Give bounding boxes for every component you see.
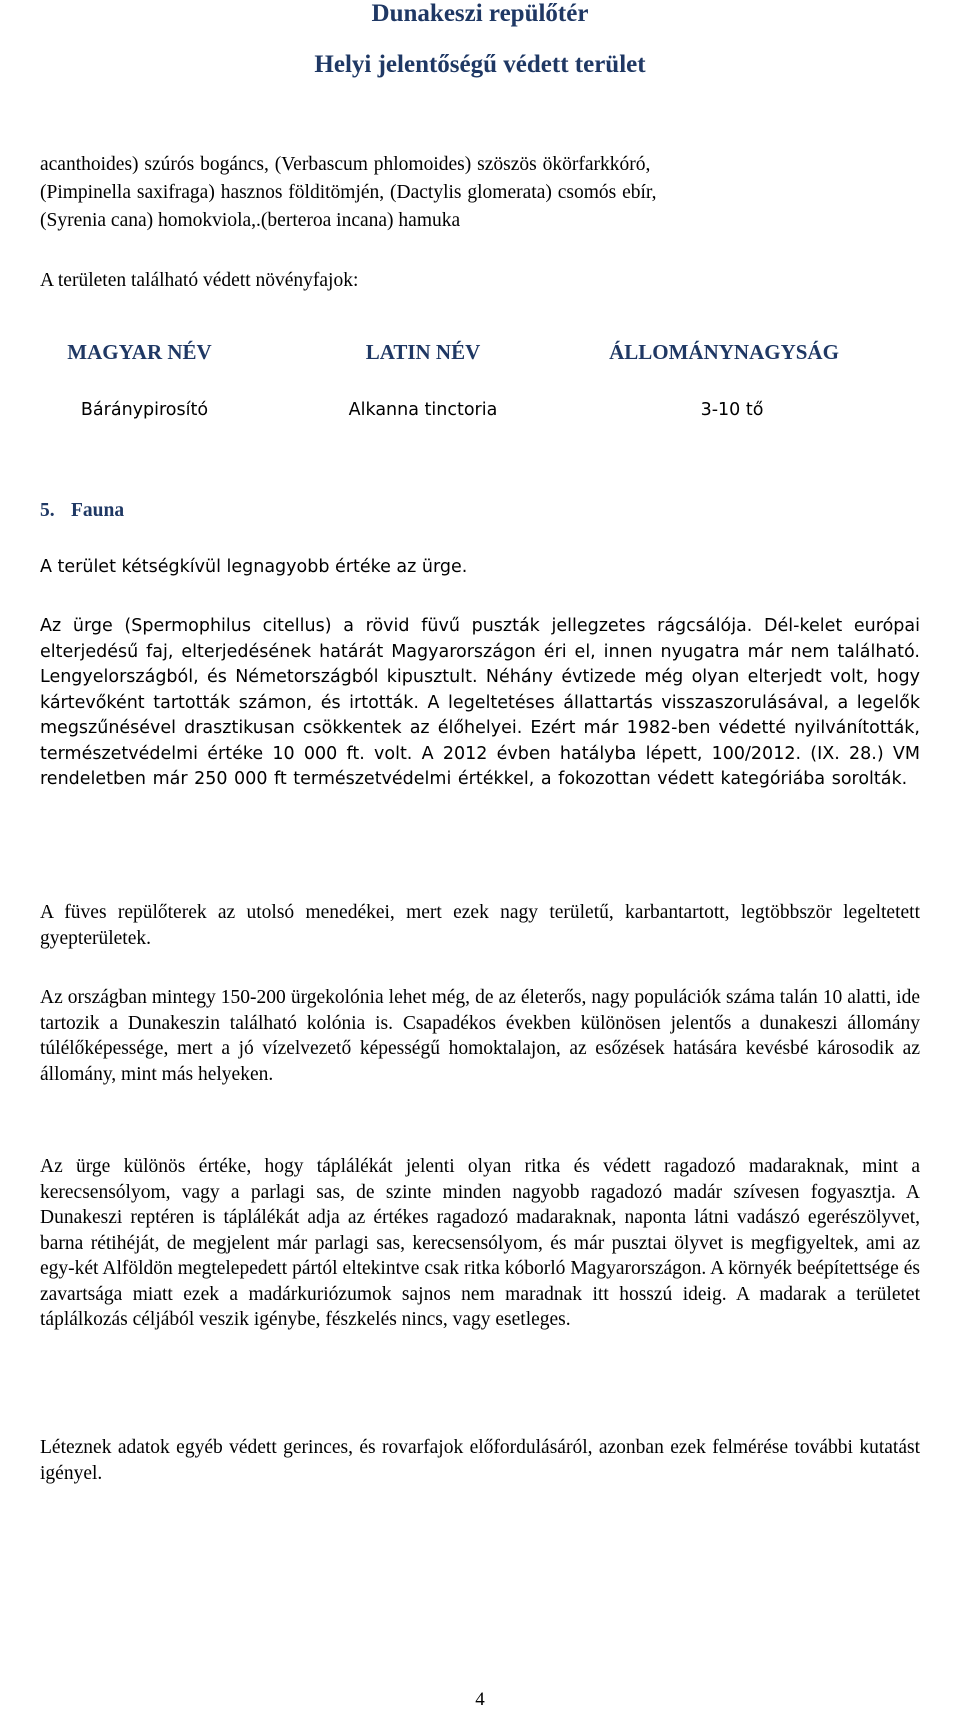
fauna-lead: A terület kétségkívül legnagyobb értéke az ürge. [40, 557, 468, 577]
section-number: 5. [40, 500, 55, 521]
protected-plants-intro: A területen található védett növényfajok: [40, 270, 359, 291]
section-title: Fauna [71, 500, 125, 521]
section-heading-fauna [40, 500, 124, 522]
intro-line-3: (Syrenia cana) homokviola,.(berteroa incana) hamuka [40, 210, 461, 231]
intro-line-2: (Pimpinella saxifraga) hasznos földitömjén, (Dactylis glomerata) csomós ebír, [40, 182, 657, 203]
document-subtitle: Helyi jelentőségű védett terület [314, 51, 646, 78]
fauna-paragraph-2: A füves repülőterek az utolsó menedékei, mert ezek nagy területű, karbantartott, legtöbbször legeltetett gyepterületek. [40, 902, 920, 949]
page-number: 4 [475, 1689, 485, 1710]
table-row [40, 400, 920, 430]
cell-magyar-nev: Báránypirosító [80, 400, 209, 420]
column-header-latin-nev: LATIN NÉV [365, 340, 481, 364]
cell-latin-nev: Alkanna tinctoria [348, 400, 498, 420]
intro-line-1: acanthoides) szúrós bogáncs, (Verbascum phlomoides) szöszös ökörfarkkóró, [40, 154, 651, 175]
table-header-row [40, 340, 920, 370]
column-header-magyar-nev: MAGYAR NÉV [67, 340, 212, 364]
fauna-paragraph-1: Az ürge (Spermophilus citellus) a rövid füvű puszták jellegzetes rágcsálója. Dél-kelet európai elterjedésű faj, elterjedésének határát Magyarországon éri el, innen nyugatra már nem található. Lengyelországból, és Németországból kipusztult. Néhány évtizede még olyan elterjedt volt, hogy kártevőként tartották számon, és irtották. A legeltetéses állattartás visszaszorulásával, a legelők megszűnésével drasztikusan csökkentek az élőhelyei. Ezért már 1982-ben védetté nyilvánították, természetvédelmi értéke 10 000 ft. volt. A 2012 évben hatályba lépett, 100/2012. (IX. 28.) VM rendeletben már 250 000 ft természetvédelmi értékkel, a fokozottan védett kategóriába sorolták. [40, 616, 920, 789]
fauna-paragraph-3: Az országban mintegy 150-200 ürgekolónia lehet még, de az életerős, nagy populációk száma talán 10 alatti, ide tartozik a Dunakeszin található kolónia is. Csapadékos években különösen jelentős a dunakeszi állomány túlélőképessége, mert a jó vízelvezető képességű homoktalajon, az esőzések hatására kevésbé károsodik az állomány, mint más helyeken. [40, 987, 920, 1085]
fauna-paragraph-5: Léteznek adatok egyéb védett gerinces, és rovarfajok előfordulásáról, azonban ezek felmérése további kutatást igényel. [40, 1437, 920, 1484]
document-title: Dunakeszi repülőtér [371, 0, 589, 27]
column-header-allomanynagysag: ÁLLOMÁNYNAGYSÁG [609, 340, 839, 364]
cell-allomanynagysag: 3-10 tő [700, 400, 764, 420]
fauna-paragraph-4: Az ürge különös értéke, hogy táplálékát jelenti olyan ritka és védett ragadozó madaraknak, mint a kerecsensólyom, vagy a parlagi sas, de szinte minden nagyobb ragadozó madár szívesen fogyasztja. A Dunakeszi reptéren is táplálékát adja az értékes ragadozó madaraknak, naponta látni vadászó egerészölyvet, barna rétihéját, de megjelent már parlagi sas, kerecsensólyom, és már pusztai ölyvet is megfigyeltek, ami az egy-két Alföldön megtelepedett pártól eltekintve csak ritka kóborló Magyarországon. A környék beépítettsége és zavartsága miatt ezek a madárkuriózumok sajnos nem maradnak itt hosszú ideig. A madarak a területet táplálkozás céljából veszik igénybe, fészkelés nincs, vagy esetleges. [40, 1156, 920, 1330]
